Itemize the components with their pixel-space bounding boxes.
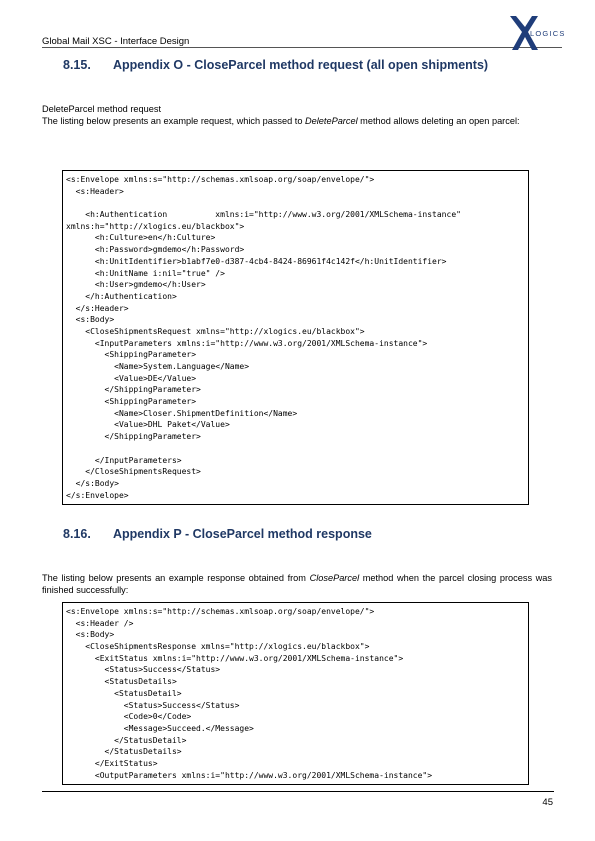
code-line: </h:Authentication> [66,291,177,301]
code-line: <CloseShipmentsRequest xmlns="http://xlogics.eu/blackbox"> [66,326,365,336]
code-line: </s:Header> [66,303,129,313]
code-line: </ShippingParameter> [66,432,201,442]
section-heading-appendix-p [63,527,372,541]
code-line: <ShippingParameter> [66,350,197,360]
method-name: CloseParcel [309,573,360,583]
section-number: 8.16. [63,527,91,541]
code-line: </s:Envelope> [66,490,129,500]
code-line: </StatusDetails> [66,747,182,757]
code-listing-response [62,602,529,785]
code-line: xmlns:h="http://xlogics.eu/blackbox"> [66,221,245,231]
xlogics-logo [508,12,566,54]
code-line: <StatusDetail> [66,688,182,698]
document-header-title: Global Mail XSC - Interface Design [42,36,190,47]
header-divider [42,47,562,48]
code-line: <s:Header> [66,186,124,196]
code-line: <Value>DHL Paket</Value> [66,420,230,430]
code-line: <Name>Closer.ShipmentDefinition</Name> [66,408,298,418]
code-line: <CloseShipmentsResponse xmlns="http://xlogics.eu/blackbox"> [66,642,370,652]
code-line: <s:Envelope xmlns:s="http://schemas.xmlsoap.org/soap/envelope/"> [66,607,375,616]
code-line: <h:Authentication xmlns:i="http://www.w3.org/2001/XMLSchema-instance" [66,210,461,220]
section-title: Appendix P - CloseParcel method response [113,527,372,541]
code-line: <h:Culture>en</h:Culture> [66,233,216,243]
code-line: <h:UnitIdentifier>b1abf7e0-d387-4cb4-8424-86961f4c142f</h:UnitIdentifier> [66,256,447,266]
code-line: <StatusDetails> [66,677,177,687]
code-line [66,197,525,209]
intro-text: method allows deleting an open parcel: [357,116,520,126]
code-line: <Status>Success</Status> [66,700,240,710]
code-line: <ExitStatus xmlns:i="http://www.w3.org/2001/XMLSchema-instance"> [66,653,404,663]
code-line: </s:Body> [66,478,119,488]
code-line: </ExitStatus> [66,758,158,768]
code-listing-request [62,170,529,505]
code-line: </InputParameters> [66,455,182,465]
code-line: <h:User>gmdemo</h:User> [66,280,206,290]
code-line: <h:UnitName i:nil="true" /> [66,268,225,278]
code-line: <Message>Succeed.</Message> [66,723,254,733]
code-line: <s:Header /> [66,618,134,628]
intro-text: The listing below presents an example response obtained from [42,573,310,583]
code-line: <s:Body> [66,630,115,640]
code-line: <Name>System.Language</Name> [66,362,250,371]
page-number: 45 [542,797,553,808]
intro-text: method when the parcel closing process was finished successfully: [42,573,553,595]
footer-divider [42,791,554,792]
code-line: <Value>DE</Value> [66,373,197,383]
code-line: <Status>Success</Status> [66,665,221,675]
intro-paragraph-p [42,572,552,596]
method-name: DeleteParcel [305,116,358,126]
section-title: Appendix O - CloseParcel method request (all open shipments) [113,58,489,72]
subheading-deleteparcel: DeleteParcel method request [42,104,161,114]
code-line: <ShippingParameter> [66,397,197,407]
code-line: <h:Password>gmdemo</h:Password> [66,245,245,255]
code-line [66,443,525,455]
code-line: </CloseShipmentsRequest> [66,467,201,477]
logo-text: LOGICS [530,29,566,38]
code-line: <s:Envelope xmlns:s="http://schemas.xmlsoap.org/soap/envelope/"> [66,175,375,184]
section-number: 8.15. [63,58,91,72]
intro-text: The listing below presents an example request, which passed to [42,116,306,126]
section-heading-appendix-o [63,58,488,72]
code-line: </StatusDetail> [66,735,187,745]
code-line: <s:Body> [66,315,115,325]
code-line: </ShippingParameter> [66,385,201,395]
code-line: <OutputParameters xmlns:i="http://www.w3.org/2001/XMLSchema-instance"> [66,770,433,780]
intro-paragraph-o [42,115,552,127]
code-line: <Code>0</Code> [66,712,192,722]
code-line: <InputParameters xmlns:i="http://www.w3.org/2001/XMLSchema-instance"> [66,338,428,348]
